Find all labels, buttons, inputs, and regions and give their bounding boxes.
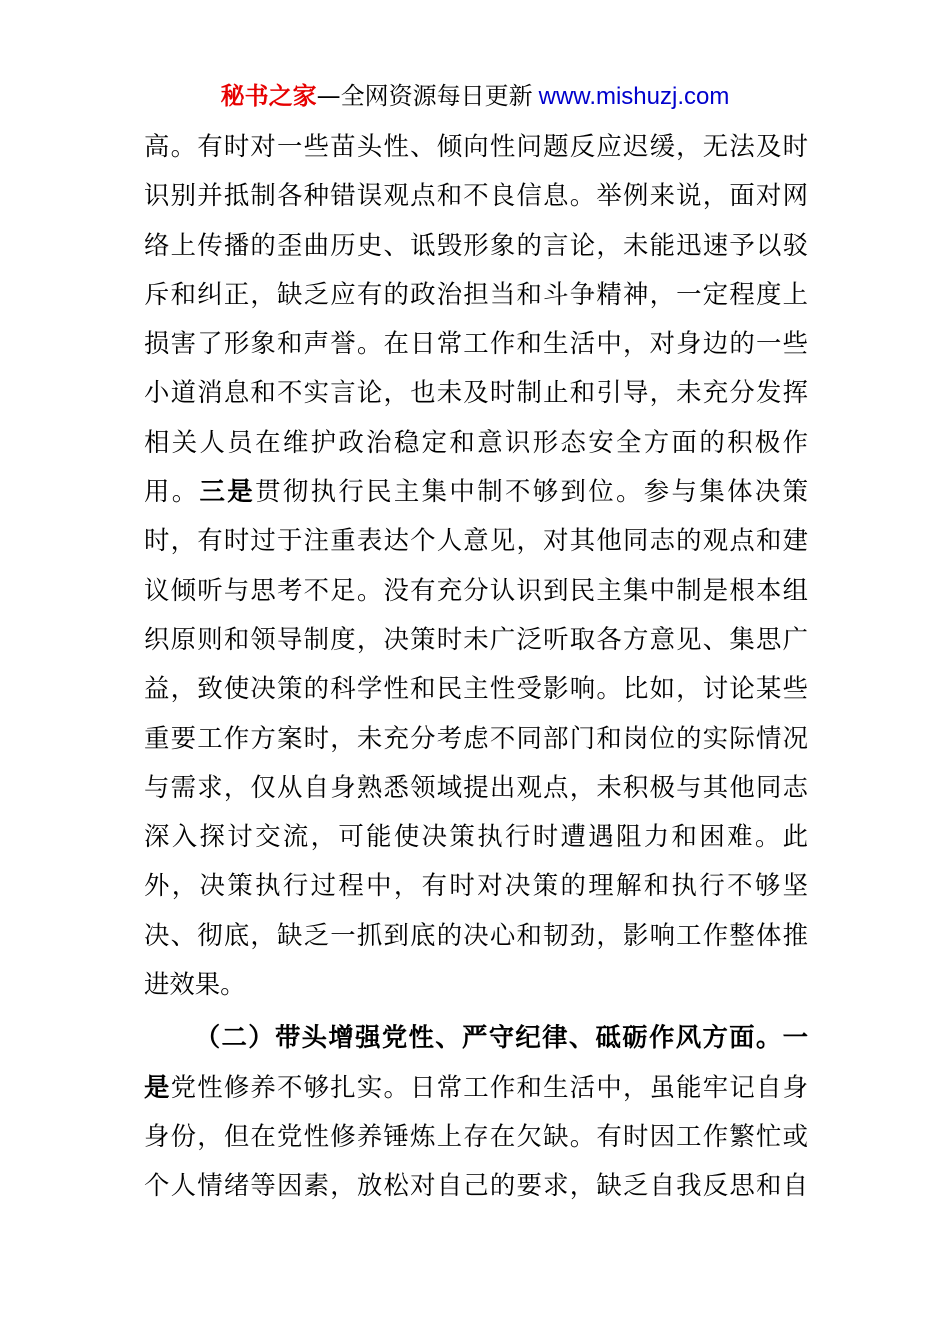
bold-marker: 三是 [199, 476, 256, 507]
section-heading: （二）带头增强党性、严守纪律、砥砺作风方面。一 [194, 1022, 808, 1053]
text-line: 个人情绪等因素，放松对自己的要求，缺乏自我反思和自 [144, 1170, 808, 1201]
document-body [144, 122, 808, 1211]
text-line: 身份，但在党性修养锤炼上存在欠缺。有时因工作繁忙或 [144, 1120, 808, 1151]
text-line: 相关人员在维护政治稳定和意识形态安全方面的积极作 [144, 426, 808, 457]
text-line: 议倾听与思考不足。没有充分认识到民主集中制是根本组 [144, 574, 808, 605]
site-url-link[interactable]: www.mishuzj.com [538, 83, 730, 110]
paragraph-2 [144, 1013, 808, 1210]
header-tagline: —全网资源每日更新 [316, 82, 533, 110]
text-line: 斥和纠正，缺乏应有的政治担当和斗争精神，一定程度上 [144, 278, 808, 309]
bold-marker: 是 [144, 1071, 171, 1102]
text-line: 深入探讨交流，可能使决策执行时遭遇阻力和困难。此 [144, 821, 808, 852]
text-line: 织原则和领导制度，决策时未广泛听取各方意见、集思广 [144, 623, 808, 654]
text-line: 进效果。 [144, 969, 246, 1000]
text-fragment: 党性修养不够扎实。日常工作和生活中，虽能牢记自身 [170, 1071, 809, 1102]
text-line [144, 1063, 808, 1112]
text-fragment: 用。 [144, 476, 200, 507]
text-line: 小道消息和不实言论，也未及时制止和引导，未充分发挥 [144, 377, 808, 408]
text-line: 与需求，仅从自身熟悉领域提出观点，未积极与其他同志 [144, 771, 808, 802]
text-line [144, 467, 808, 516]
text-line: 决、彻底，缺乏一抓到底的决心和韧劲，影响工作整体推 [144, 919, 808, 950]
text-line: 识别并抵制各种错误观点和不良信息。举例来说，面对网 [144, 180, 808, 211]
text-fragment: 贯彻执行民主集中制不够到位。参与集体决策 [255, 476, 808, 507]
text-line: 络上传播的歪曲历史、诋毁形象的言论，未能迅速予以驳 [144, 229, 808, 260]
text-line: 重要工作方案时，未充分考虑不同部门和岗位的实际情况 [144, 722, 808, 753]
text-line: 时，有时过于注重表达个人意见，对其他同志的观点和建 [144, 525, 808, 556]
text-line: 益，致使决策的科学性和民主性受影响。比如，讨论某些 [144, 673, 808, 704]
text-line: 外，决策执行过程中，有时对决策的理解和执行不够坚 [144, 870, 808, 901]
brand-name: 秘书之家 [220, 82, 317, 110]
paragraph-1 [144, 122, 808, 1009]
text-line: 高。有时对一些苗头性、倾向性问题反应迟缓，无法及时 [144, 131, 808, 161]
page-header [0, 80, 950, 113]
text-line: 损害了形象和声誉。在日常工作和生活中，对身边的一些 [144, 328, 808, 359]
section-heading-line [144, 1013, 808, 1062]
